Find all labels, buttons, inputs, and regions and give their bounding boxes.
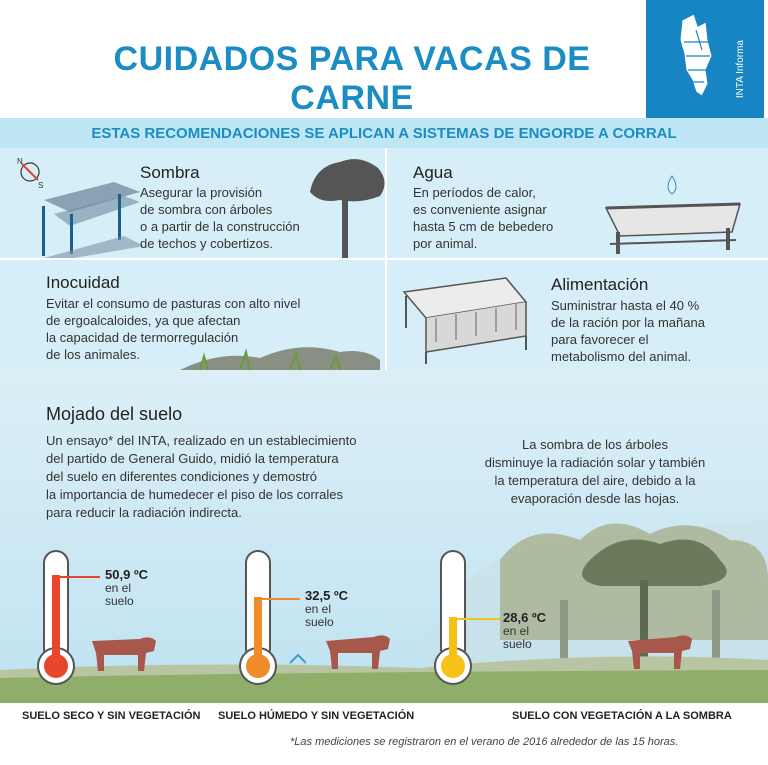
logo-text: INTA Informa	[735, 40, 746, 99]
cow-icon	[628, 635, 692, 669]
shade-structure-icon	[14, 154, 144, 258]
temp-2-label	[305, 588, 348, 629]
water-trough-icon	[600, 170, 750, 256]
condition-label-3: SUELO CON VEGETACIÓN A LA SOMBRA	[512, 710, 732, 722]
thermometer-1-level	[52, 575, 60, 661]
footnote: *Las mediciones se registraron en el verano de 2016 alrededor de las 15 horas.	[290, 736, 679, 748]
shade-line: evaporación desde las hojas.	[510, 491, 680, 506]
shade-line: disminuye la radiación solar y también	[484, 455, 706, 470]
temp-1-label	[105, 567, 148, 608]
shade-line: la temperatura del aire, debido a la	[494, 473, 696, 488]
feeder-icon	[396, 272, 536, 368]
temp-1-sub1: en el	[105, 581, 132, 595]
alimentacion-text	[551, 297, 705, 365]
inocuidad-title: Inocuidad	[46, 273, 120, 292]
inocuidad-line: de ergoalcaloides, ya que afectan	[46, 313, 241, 328]
temp-3-sub2: suelo	[503, 637, 532, 651]
thermometer-2-level	[254, 597, 262, 661]
temp-3-value: 28,6 ºC	[503, 610, 547, 625]
mojado-line: del suelo en diferentes condiciones y demostró	[46, 469, 317, 484]
thermometer-3	[435, 551, 500, 684]
agua-title: Agua	[413, 163, 453, 182]
temp-3-label	[503, 610, 546, 651]
inta-logo-box	[646, 0, 764, 118]
alimentacion-line: Suministrar hasta el 40 %	[551, 298, 700, 313]
temp-2-sub1: en el	[305, 602, 332, 616]
grid-divider-h	[0, 258, 768, 260]
agua-text	[413, 184, 553, 252]
temp-2-sub2: suelo	[305, 615, 334, 629]
sombra-line: o a partir de la construcción	[140, 219, 300, 234]
alimentacion-title: Alimentación	[551, 275, 649, 294]
cow-icon	[92, 637, 156, 671]
temp-2-value: 32,5 ºC	[305, 588, 349, 603]
page-title: CUIDADOS PARA VACAS DE CARNE	[113, 40, 591, 117]
cow-icon	[326, 635, 390, 669]
alimentacion-line: metabolismo del animal.	[551, 349, 692, 364]
mojado-line: la importancia de humedecer el piso de los corrales	[46, 487, 343, 502]
agua-line: por animal.	[413, 236, 478, 251]
agua-line: es conveniente asignar	[413, 202, 547, 217]
condition-label-2: SUELO HÚMEDO Y SIN VEGETACIÓN	[218, 710, 415, 722]
sprinkler-icon	[290, 655, 306, 663]
tree-icon	[300, 152, 390, 258]
pasture-icon	[180, 330, 380, 370]
shade-line: La sombra de los árboles	[522, 437, 668, 452]
sombra-title: Sombra	[140, 163, 200, 182]
shade-text	[470, 436, 720, 508]
sombra-line: de techos y cobertizos.	[140, 236, 273, 251]
mojado-line: para reducir la radiación indirecta.	[46, 505, 242, 520]
subtitle: ESTAS RECOMENDACIONES SE APLICAN A SISTEMAS DE ENGORDE A CORRAL	[91, 125, 677, 142]
alimentacion-line: para favorecer el	[551, 332, 649, 347]
mojado-line: Un ensayo* del INTA, realizado en un establecimiento	[46, 433, 357, 448]
agua-line: hasta 5 cm de bebedero	[413, 219, 554, 234]
alimentacion-line: de la ración por la mañana	[551, 315, 705, 330]
mojado-line: del partido de General Guido, midió la temperatura	[46, 451, 339, 466]
temp-1-sub2: suelo	[105, 594, 134, 608]
thermometer-1	[38, 551, 100, 684]
thermometer-2	[240, 551, 300, 684]
mojado-title: Mojado del suelo	[46, 404, 183, 424]
sombra-line: Asegurar la provisión	[140, 185, 263, 200]
temp-1-value: 50,9 ºC	[105, 567, 149, 582]
cow-map-icon	[646, 0, 764, 118]
sombra-text	[140, 184, 300, 252]
condition-label-1: SUELO SECO Y SIN VEGETACIÓN	[22, 710, 201, 722]
inocuidad-line: Evitar el consumo de pasturas con alto nivel	[46, 296, 301, 311]
thermometer-3-level	[449, 617, 457, 661]
agua-line: En períodos de calor,	[413, 185, 536, 200]
temp-3-sub1: en el	[503, 624, 530, 638]
compass-n: N	[17, 157, 23, 166]
inocuidad-line: la capacidad de termorregulación	[46, 330, 239, 345]
compass-s: S	[38, 181, 44, 190]
sombra-line: de sombra con árboles	[140, 202, 273, 217]
inocuidad-line: de los animales.	[46, 347, 140, 362]
